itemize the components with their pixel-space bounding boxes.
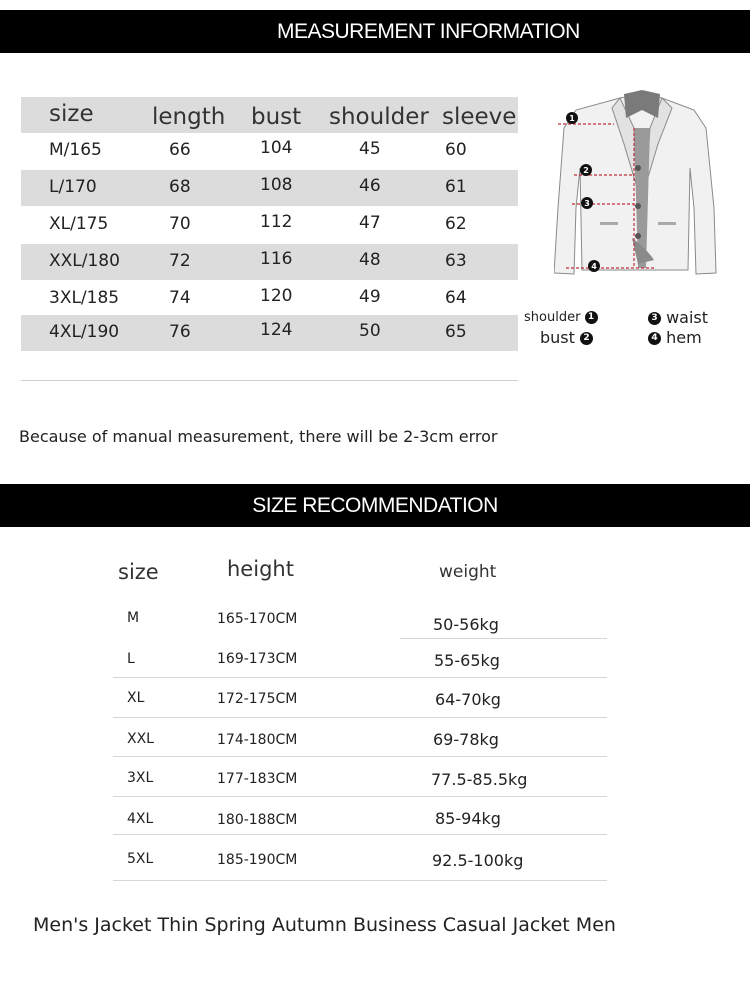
cell-sleeve: 65 [445,322,467,342]
row-divider [113,834,607,835]
cell-length: 72 [169,251,191,271]
cell-sleeve: 61 [445,177,467,197]
cell-height: 180-188CM [217,812,298,828]
cell-size: XL [127,690,145,706]
cell-size: 5XL [127,851,154,867]
cell-size: 3XL [127,770,154,786]
cell-shoulder: 47 [359,213,381,233]
cell-length: 66 [169,140,191,160]
legend-waist-label: waist [666,308,709,327]
marker-4 [588,260,600,272]
cell-height: 169-173CM [217,651,298,667]
cell-height: 172-175CM [217,691,298,707]
pocket-left [600,222,618,225]
header-length: length [152,104,226,130]
cell-sleeve: 64 [445,288,467,308]
measurement-banner [0,10,750,53]
header-sleeve: sleeve [442,104,517,130]
cell-size: XL/175 [49,214,109,234]
table-row [21,281,518,317]
cell-height: 174-180CM [217,732,298,748]
cell-size: L/170 [49,177,97,197]
legend-shoulder [524,310,598,325]
table-divider [21,380,518,381]
legend-shoulder-label: shoulder [524,310,581,325]
table-row [21,133,518,169]
header-shoulder: shoulder [329,104,429,130]
legend-bust [540,328,593,347]
cell-size: XXL [127,731,154,747]
cell-length: 68 [169,177,191,197]
header-bust: bust [251,104,302,130]
cell-shoulder: 45 [359,139,381,159]
cell-weight: 85-94kg [435,809,501,828]
legend-bullet-3: 3 [648,312,661,325]
cell-bust: 124 [260,320,293,340]
pocket-right [658,222,676,225]
cell-size: XXL/180 [49,251,120,271]
legend-bust-label: bust [540,328,575,347]
header-size: size [49,101,94,127]
cell-bust: 116 [260,249,293,269]
measurement-banner-title: MEASUREMENT INFORMATION [277,19,580,43]
cell-sleeve: 62 [445,214,467,234]
cell-bust: 112 [260,212,293,232]
measurement-header-row [21,97,518,133]
recommendation-banner-title: SIZE RECOMMENDATION [252,493,498,517]
table-row [21,170,518,206]
svg-text:2: 2 [583,166,589,175]
cell-weight: 64-70kg [435,690,501,709]
cell-weight: 92.5-100kg [432,851,524,870]
cell-weight: 77.5-85.5kg [431,770,528,789]
legend-hem-label: hem [666,328,702,347]
cell-height: 185-190CM [217,852,298,868]
row-divider [113,756,607,757]
header-weight: weight [439,562,497,582]
legend-waist [648,308,708,327]
cell-bust: 104 [260,138,293,158]
legend-hem [648,328,702,347]
cell-bust: 108 [260,175,293,195]
cell-weight: 55-65kg [434,651,500,670]
cell-shoulder: 48 [359,250,381,270]
row-divider [400,638,607,639]
svg-text:4: 4 [591,262,597,271]
cell-length: 74 [169,288,191,308]
cell-size: L [127,651,135,667]
svg-text:3: 3 [584,199,590,208]
row-divider [113,717,607,718]
measurement-note: Because of manual measurement, there will be 2-3cm error [19,427,498,446]
row-divider [113,677,607,678]
cell-shoulder: 46 [359,176,381,196]
cell-shoulder: 50 [359,321,381,341]
cell-weight: 69-78kg [433,730,499,749]
cell-sleeve: 63 [445,251,467,271]
cell-size: M [127,610,140,626]
cell-height: 165-170CM [217,611,298,627]
cell-size: 4XL [127,811,154,827]
legend-bullet-4: 4 [648,332,661,345]
legend-bullet-1: 1 [585,311,598,324]
table-row [21,207,518,243]
cell-size: M/165 [49,140,102,160]
cell-length: 76 [169,322,191,342]
cell-shoulder: 49 [359,287,381,307]
cell-sleeve: 60 [445,140,467,160]
cell-length: 70 [169,214,191,234]
button-middle [635,203,641,209]
cell-bust: 120 [260,286,293,306]
header-height: height [227,557,294,581]
cell-weight: 50-56kg [433,615,499,634]
cell-height: 177-183CM [217,771,298,787]
marker-1 [566,112,578,124]
button-bottom [635,233,641,239]
button-top [635,165,641,171]
cell-size: 3XL/185 [49,288,120,308]
recommendation-banner [0,484,750,527]
jacket-diagram [554,88,724,283]
row-divider [113,880,607,881]
header-size: size [118,560,159,584]
marker-3 [581,197,593,209]
table-row [21,244,518,280]
row-divider [113,796,607,797]
svg-text:1: 1 [569,114,575,123]
legend-bullet-2: 2 [580,332,593,345]
table-row [21,315,518,351]
product-title: Men's Jacket Thin Spring Autumn Business Casual Jacket Men [33,914,616,936]
cell-size: 4XL/190 [49,322,120,342]
marker-2 [580,164,592,176]
